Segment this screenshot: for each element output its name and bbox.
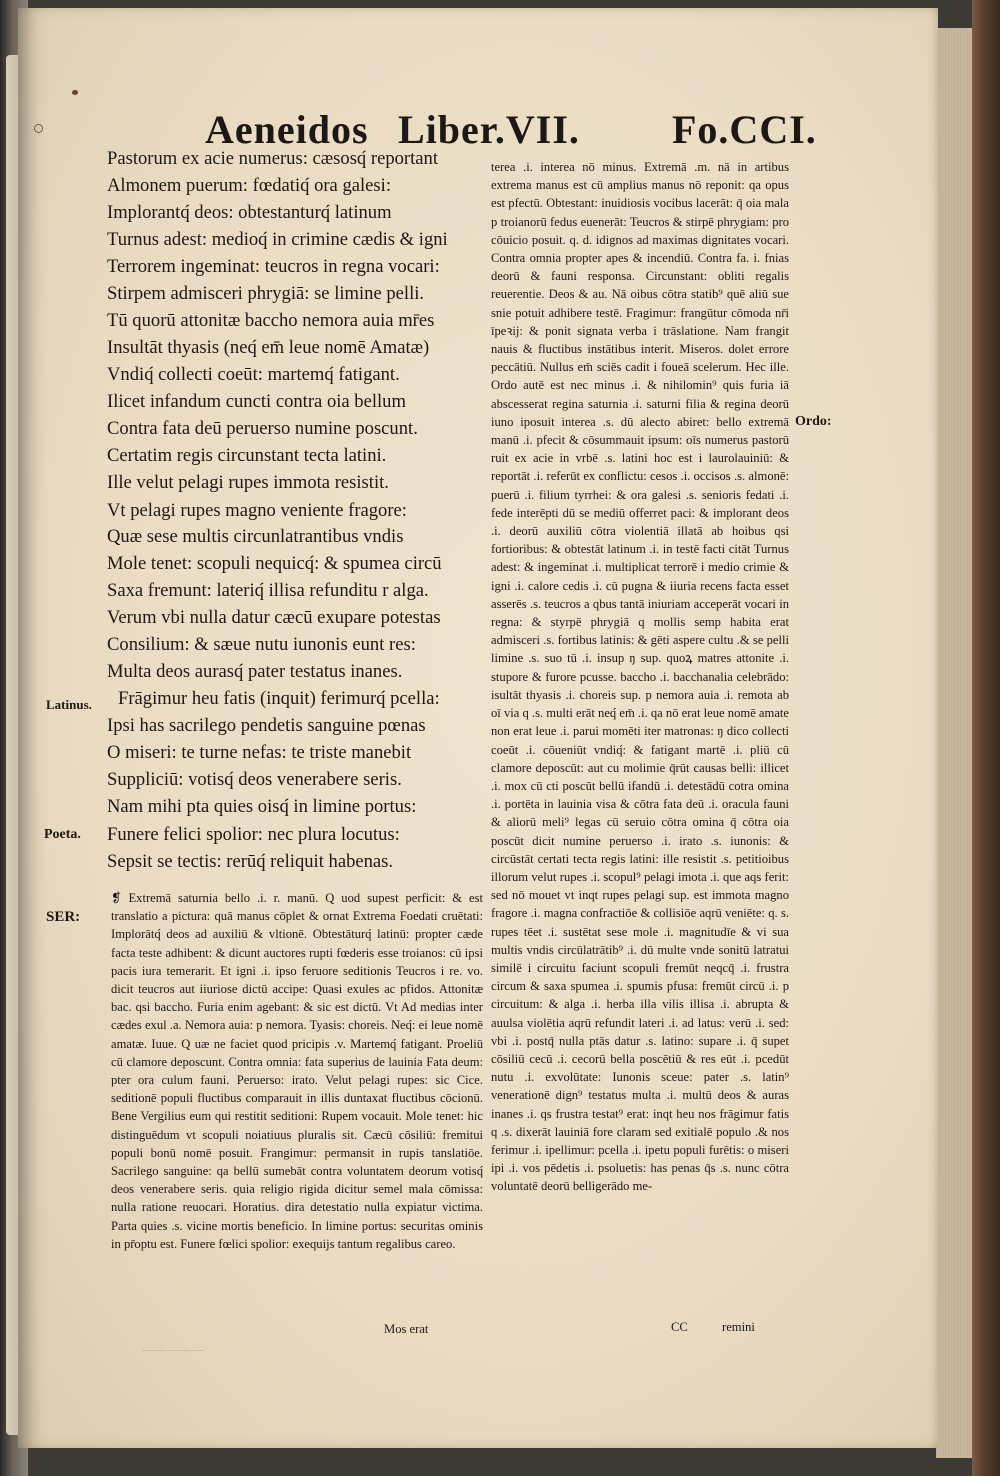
verse-line: Ilicet infandum cuncti contra oia bellum bbox=[107, 391, 406, 412]
running-title-aeneidos: Aeneidos bbox=[205, 107, 369, 152]
verse-line: Ipsi has sacrilego pendetis sanguine pœnas bbox=[107, 715, 426, 736]
margin-note-ordo: Ordo: bbox=[795, 414, 832, 429]
verse-line: Frāgimur heu fatis (inquit) ferimurq́ pcella: bbox=[118, 688, 440, 709]
verse-line: Turnus adest: medioq́ in crimine cædis & igni bbox=[107, 229, 448, 250]
verse-line: Suppliciū: votisq́ deos venerabere seris. bbox=[107, 769, 402, 790]
verse-line: Certatim regis circunstant tecta latini. bbox=[107, 445, 387, 466]
verse-line: Vndiq́ collecti coeūt: martemq́ fatigant. bbox=[107, 364, 400, 385]
margin-note-ser: SER: bbox=[46, 909, 81, 925]
signature-mark: CC bbox=[671, 1320, 688, 1334]
verse-line: Insultāt thyasis (neq́ em̄ leue nomē Amatæ) bbox=[107, 337, 430, 358]
verse-line: Ille velut pelagi rupes immota resistit. bbox=[107, 472, 389, 493]
running-title-liber: Liber.VII. bbox=[398, 107, 580, 152]
verse-line: Almonem puerum: fœdatiq́ ora galesi: bbox=[107, 175, 391, 196]
margin-note-poeta: Poeta. bbox=[44, 827, 81, 842]
verse-line: Implorantq́ deos: obtestanturq́ latinum bbox=[107, 202, 392, 223]
verse-line: Quæ sese multis circunlatrantibus vndis bbox=[107, 526, 404, 547]
verse-line: Verum vbi nulla datur cæcū exupare potestas bbox=[107, 607, 441, 628]
verse-line: Sepsit se tectis: rerūq́ reliquit habenas. bbox=[107, 851, 394, 872]
folio-number: Fo.CCI. bbox=[672, 107, 817, 152]
catchword-left: Mos erat bbox=[384, 1322, 429, 1336]
verse-line: Mole tenet: scopuli nequicq́: & spumea circū bbox=[107, 553, 442, 574]
verse-line: Vt pelagi rupes magno veniente fragore: bbox=[107, 500, 407, 521]
commentary-right-text: terea .i. interea nō minus. Extremā .m. nā in artibus extrema manus est cū amplius manus nō reponit: qa opus est pfectū. Obtestant: inuidiosis vocibus lacerāt: q̄ oia mala p troianorū fedus euenerāt: Teucros & stirpē phrygiam: pro cōuicio posuit. q. d. idignos ad maximas dignitates vocari. Contra omnia propter apes & incendiū. Contra fa. i. fnias deorū & fauni responsa. Circunstant: obliti regalis reuerentie. Deos & au. Nā oibus cōtra statib⁹ quē aliū sue snie potuit adhibere testē. Fragimur: frangūtur cōmoda nr̄i īpeꝛij: & ponit signata verba i trāslatione. Nam frangit nauis & fluctibus instātibus interit. Miseros. dolet errore peccātiū. Nullus em̄ sciēs cadit i foueā scelerum. Hec ille. Ordo autē est nec minus .i. & nihilomin⁹ quis furia iā abscesserat regina saturnia .i. saturni filia & regina deorū iuno iposuit interea .s. dū alecto abiret: bello extremā manū .i. pfecit & cōsummauit ipsum: oīs numerus pastorū ruit ex acie in vrbē .s. latini hoc est i laurolauiniū: & reportāt .i. referūt ex conflictu: cesos .i. occisos .s. almonē: puerū .i. filium tyrrhei: & ora galesi .s. senioris fedati .i. fede interēpti dū se mediū offerret paci: & implorant deos .i. deorū auxiliū cōtra violentiā illatā ab hoibus qsi fortioribus: & obtestāt latinum .i. in testē facti citāt Turnus adest: & ingeminat .i. multiplicat terrorē i medio crimie & igni .i. calore cedis .i. cū pugna & iiuria recens facta esset asserēs .s. teucros a qbus tantā iniuriam acceperāt vocari in regna: & styrpē phrygiā q mollis semp habita erat admisceri .s. fortibus latinis: & gēti aspere cultu .& se pelli limine .s. suo tū .i. insup ŋ sup. quoꝝ matres attonite .i. stupore & furore pcusse. baccho .i. bacchanalia celebrādo: isultāt thyasis .i. choreis sup. p nemora auia .i. remota ab oī via q .s. multi erāt neq́ em̄ .i. qa nō erat leue nomē amate non erat leue .i. parui momēti iter matronas: ŋ dico collecti coeūt .i. cōueniūt vndiq́: & fatigant martē .i. pliū cū clamore deposcūt: aut cu molimie q̄rūt causas belli: illicet .i. mox cū cti poscūt bellū ifandū .i. detestādū cotra omina .i. portēta in lauinia visa & cōtra fata deū .i. oracula fauni & aliorū meli⁹ legas cū seruio cōtra omina q̄ cōtra oia poscūt dicit numine peruerso .i. irato .s. iunonis: & circūstāt certati tecta regis latini: ille resistit .s. petitioibus illorum velut rupes .i. scopul⁹ pelagi imota .i. que aqs ferit: sed nō mouet vt inqt rupes pelagi sup. est immota magno fragore .i. magna confractiōe & collisiōe aqrū veniēte: q. s. rupes tēet .i. sustētat sese mole .i. magnitudīe & vi sua multis vndis circūlatrātib⁹ .i. dū multe vnde sonitū latratui similē i circuitu faciunt scopuli fremūt neqcq̄ .i. frustra circum & saxa spumea .i. spumis pfusa: fremūt circū .i. p circuitum: & alga .i. herba illa vilis illisa .i. abrupta & auulsa violētia aqrū refundit lateri .i. ad latus: verū .i. sed: vbi .i. postq̄ nulla ptās datur .s. latino: supare .i. q̄ supet cōsiliū cecū .i. cecorū bella poscētiū & res eūt .i. pcedūt nutu .i. exvolūtate: Iunonis sceue: pater .s. latin⁹ venerationē dign⁹ testatus multa .i. multū deos & auras inanes .i. qs frustra testat⁹ erat: inqt heu nos frāgimur fatis q .s. dixerāt lauiniā fore claram sed exitialē populo .& nos ferimur .i. ipellimur: pcella .i. ipetu populi furētis: o miseri ipi .i. vos pēdetis .i. psoluetis: has penas q̄s .s. nunc cōtra voluntatē deorū belligerādo me- bbox=[491, 160, 789, 1194]
commentary-right bbox=[491, 158, 789, 1196]
verse-line: Funere felici spolior: nec plura locutus: bbox=[107, 824, 400, 845]
margin-note-latinus: Latinus. bbox=[46, 697, 92, 712]
verse-line: Stirpem admisceri phrygiā: se limine pelli. bbox=[107, 283, 425, 304]
verse-line: O miseri: te turne nefas: te triste manebit bbox=[107, 742, 412, 763]
verse-line: Saxa fremunt: lateriq́ illisa refunditu r alga. bbox=[107, 580, 429, 601]
verse-line: Multa deos aurasq́ pater testatus inanes. bbox=[107, 661, 403, 682]
catchword-right: remini bbox=[722, 1320, 755, 1334]
commentary-left-text: ❡ Extremā saturnia bello .i. r. manū. Q uod supest perficit: & est translatio a pictura: quā manus cōplet & ornat Extrema Foedati cruētati: Implorātq́ deos ad auxiliū & vltionē. Obtestāturq́ latinū: propter cæde facta teste adhibent: & dicunt auctores rupti fœderis esse troianos: cū ipsi pacis iura temerarit. Et igni .i. ipso feruore seditionis Teucros i re. vo. dicit teucros aut iiuriose dictū accipe: Quasi exules ac pfidos. Attonitæ bac. qsi baccho. Furia enim agebant: & sic est dictū. Vt Ad medias inter cædes exul .a. Nemora auia: p nemora. Tyasis: choreis. Neq́: ei leue nomē amatæ. Iuue. Q uæ ne faciet quod pricipis .v. Martemq́ fatigant. Proeliū cū clamore deposcunt. Contra omnia: fata superius de lauinia Fata deum: pter ora culum fauni. Peruerso: irato. Velut pelagi rupes: sic Cice. seditionē populi fluctibus comparauit in illis duntaxat fluctibus cōcionū. Bene Vergilius eum qui restitit seditioni: Rupem vocauit. Mole tenet: hic distinguēdum vt scopuli noiatiuus pluralis sit. Cæcū cōsiliū: fremitui populi bonū nomē posuit. Frangimur: permansit in rupis tanslatiōe. Sacrilego sanguine: qa bellū sumebāt contra voluntatem deorum votisq́ deos venerabere seris. quia religio rigida dicitur semel mala cōmissa: nulla ratione reuocari. Horatius. dira detestatio nulla expiatur victima. Parta quies .s. vicine mortis beneficio. In limine portus: securitas ominis in pr̄optu est. Funere fœlici spolior: exequijs tantum regalibus careo. bbox=[111, 891, 483, 1251]
verse-line: Consilium: & sæue nutu iunonis eunt res: bbox=[107, 634, 416, 655]
binding bbox=[972, 0, 1000, 1476]
verse-line: Tū quorū attonitæ baccho nemora auia mr̄es bbox=[107, 310, 435, 331]
ink-spot bbox=[72, 90, 78, 95]
commentary-left bbox=[111, 889, 483, 1253]
ink-ring bbox=[34, 124, 43, 133]
verse-line: Contra fata deū peruerso numine poscunt. bbox=[107, 418, 418, 439]
faded-mark bbox=[143, 1340, 203, 1351]
verse-line: Terrorem ingeminat: teucros in regna vocari: bbox=[107, 256, 440, 277]
verse-line: Pastorum ex acie numerus: cæsosq́ reportant bbox=[107, 148, 438, 169]
verse-line: Nam mihi pta quies oisq́ in limine portus: bbox=[107, 796, 417, 817]
